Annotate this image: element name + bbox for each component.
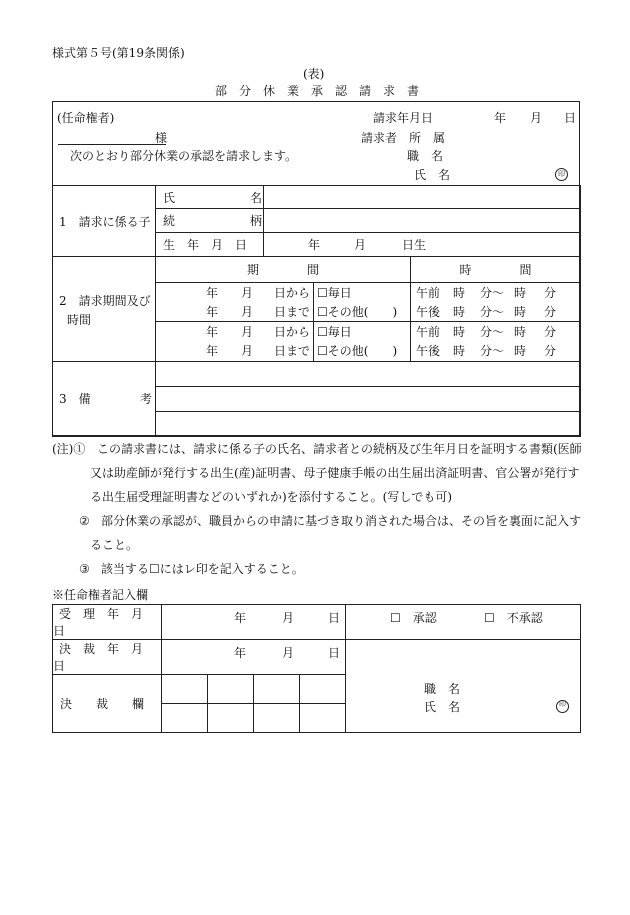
approve-checkbox[interactable]: ☐ 承認 [390, 611, 437, 625]
decided-label: 決 裁 年 月 日 [53, 642, 156, 673]
request-day: 日 [564, 111, 577, 125]
p1-from-day: 日から [274, 286, 311, 300]
period-dates-1[interactable] [156, 283, 314, 322]
period-section-label-2: 時間 [67, 313, 92, 327]
received-label: 受 理 年 月 日 [53, 607, 156, 638]
p2-option-daily[interactable]: ☐毎日 [317, 325, 352, 339]
note-1-line-2: 又は助産師が発行する出生(産)証明書、母子健康手帳の出生届出済証明書、官公署が発行す [90, 466, 580, 480]
remarks-label-1: 3 備 [59, 392, 91, 406]
request-statement: 次のとおり部分休業の承認を請求します。 [70, 149, 298, 163]
form-number: 様式第５号(第19条関係) [52, 46, 185, 60]
approval-box-5[interactable] [162, 704, 208, 733]
p2-to-year: 年 [206, 344, 219, 358]
p2-from-day: 日から [274, 325, 311, 339]
note-2-line-1: 部分休業の承認が、職員からの申請に基づき取り消された場合は、その旨を裏面に記入す [101, 514, 582, 528]
p2-pm-hour2: 時 [514, 344, 527, 358]
seal-icon: 印 [555, 168, 568, 181]
child-relation-field[interactable] [264, 209, 581, 233]
requester-name-label: 氏 名 [414, 168, 451, 182]
child-name-label-cell [156, 186, 264, 209]
period-times-1[interactable] [411, 283, 581, 322]
p1-am: 午前 [416, 286, 441, 300]
received-date-field[interactable] [162, 605, 346, 640]
approval-choice-cell[interactable] [346, 605, 581, 640]
note-1-prefix: (注)① [52, 442, 86, 456]
p1-to-day: 日まで [274, 305, 311, 319]
requester-affiliation-label: 請求者 所 属 [361, 131, 446, 145]
remarks-line-3[interactable] [156, 412, 581, 437]
p1-am-minute: 分～ [480, 286, 505, 300]
period-section-label-1: 2 請求期間及び [59, 294, 151, 308]
p2-from-year: 年 [206, 325, 219, 339]
remarks-table [52, 361, 581, 437]
period-options-2[interactable] [314, 322, 411, 362]
p2-am-hour: 時 [453, 325, 466, 339]
child-name-field[interactable] [264, 186, 581, 209]
child-relation-label-2: 柄 [250, 214, 263, 228]
child-dob-born: 日生 [402, 238, 427, 252]
p2-pm-minute2: 分 [544, 344, 557, 358]
page-title: 部 分 休 業 承 認 請 求 書 [215, 84, 420, 98]
side-label: (表) [303, 67, 325, 81]
child-name-label-1: 氏 [163, 191, 176, 205]
p2-pm: 午後 [416, 344, 441, 358]
child-dob-field[interactable] [264, 233, 581, 257]
p1-am-hour: 時 [453, 286, 466, 300]
approval-label: 決 裁 欄 [60, 697, 145, 711]
signer-name-label: 氏 名 [424, 700, 461, 714]
period-times-2[interactable] [411, 322, 581, 362]
appointer-section-title: ※任命権者記入欄 [52, 588, 149, 602]
child-relation-label-cell [156, 209, 264, 233]
received-day: 日 [328, 611, 341, 625]
signer-cell[interactable] [346, 640, 581, 733]
p2-option-other[interactable]: ☐その他( ) [317, 344, 398, 358]
request-year: 年 [494, 111, 507, 125]
request-date-label: 請求年月日 [373, 111, 434, 125]
child-relation-label-1: 続 [163, 214, 176, 228]
period-header-cell [156, 257, 411, 283]
requester-position-label: 職 名 [407, 149, 444, 163]
received-year: 年 [234, 611, 247, 625]
p2-from-month: 月 [241, 325, 254, 339]
note-3-line-1: 該当する☐にはレ印を記入すること。 [101, 562, 304, 576]
remarks-line-1[interactable] [156, 362, 581, 387]
approval-box-1[interactable] [162, 675, 208, 704]
period-section-label-cell [53, 257, 156, 362]
signer-position-label: 職 名 [424, 682, 461, 696]
decided-month: 月 [282, 646, 295, 660]
p1-pm-hour2: 時 [514, 305, 527, 319]
note-1-line-3: る出生届受理証明書などのいずれか)を添付すること。(写しでも可) [90, 490, 453, 504]
approval-box-2[interactable] [208, 675, 254, 704]
child-info-table [52, 185, 581, 257]
child-section-label-cell [53, 186, 156, 257]
period-table [52, 256, 581, 362]
time-header: 時 間 [459, 263, 532, 277]
remarks-label-cell [53, 362, 156, 437]
decided-label-cell [53, 640, 162, 675]
period-header: 期 間 [247, 263, 320, 277]
note-3-prefix: ③ [79, 562, 90, 576]
p2-pm-minute: 分～ [480, 344, 505, 358]
p1-am-minute2: 分 [544, 286, 557, 300]
approval-box-8[interactable] [300, 704, 346, 733]
p1-pm: 午後 [416, 305, 441, 319]
signer-seal-icon: 印 [556, 700, 569, 713]
p1-option-other[interactable]: ☐その他( ) [317, 305, 398, 319]
received-label-cell [53, 605, 162, 640]
note-2-prefix: ② [79, 514, 90, 528]
note-2-line-2: ること。 [90, 538, 139, 552]
decided-date-field[interactable] [162, 640, 346, 675]
p2-am-hour2: 時 [514, 325, 527, 339]
sama-label: 様 [155, 131, 168, 145]
remarks-label-2: 考 [140, 392, 153, 406]
period-dates-2[interactable] [156, 322, 314, 362]
received-month: 月 [282, 611, 295, 625]
approval-box-6[interactable] [208, 704, 254, 733]
p1-option-daily[interactable]: ☐毎日 [317, 286, 352, 300]
child-dob-label-cell [156, 233, 264, 257]
note-1-line-1: この請求書には、請求に係る子の氏名、請求者との続柄及び生年月日を証明する書類(医師 [97, 442, 582, 456]
time-header-cell [411, 257, 581, 283]
child-name-label-2: 名 [250, 191, 263, 205]
approval-box-3[interactable] [254, 675, 300, 704]
child-section-label: 1 請求に係る子 [59, 214, 151, 229]
child-dob-month: 月 [354, 238, 367, 252]
p2-am-minute: 分～ [480, 325, 505, 339]
appointer-label: (任命権者) [57, 111, 115, 125]
decided-day: 日 [328, 646, 341, 660]
remarks-line-2[interactable] [156, 387, 581, 412]
p1-pm-hour: 時 [453, 305, 466, 319]
reject-checkbox[interactable]: ☐ 不承認 [484, 611, 543, 625]
p1-pm-minute2: 分 [544, 305, 557, 319]
p2-pm-hour: 時 [453, 344, 466, 358]
appointer-name-line [58, 144, 166, 145]
p1-to-year: 年 [206, 305, 219, 319]
p2-am: 午前 [416, 325, 441, 339]
approval-box-7[interactable] [254, 704, 300, 733]
decided-year: 年 [234, 646, 247, 660]
p2-am-minute2: 分 [544, 325, 557, 339]
p1-from-year: 年 [206, 286, 219, 300]
period-options-1[interactable] [314, 283, 411, 322]
p2-to-month: 月 [241, 344, 254, 358]
p2-to-day: 日まで [274, 344, 311, 358]
request-month: 月 [530, 111, 543, 125]
approval-label-cell [53, 675, 162, 733]
p1-am-hour2: 時 [514, 286, 527, 300]
child-dob-year: 年 [308, 238, 321, 252]
p1-to-month: 月 [241, 305, 254, 319]
p1-from-month: 月 [241, 286, 254, 300]
p1-pm-minute: 分～ [480, 305, 505, 319]
child-dob-label: 生 年 月 日 [163, 238, 248, 252]
appointer-table [52, 604, 581, 733]
approval-box-4[interactable] [300, 675, 346, 704]
